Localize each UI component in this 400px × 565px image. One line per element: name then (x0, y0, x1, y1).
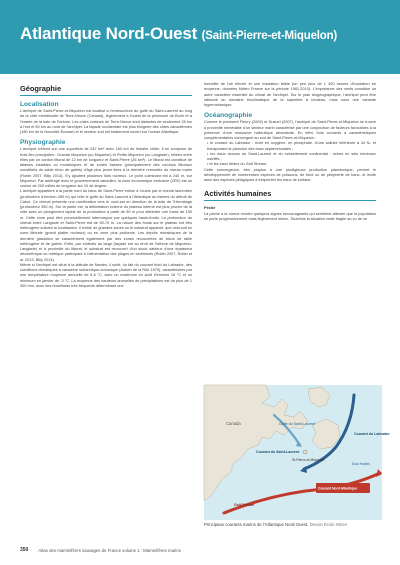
section-title-geographie: Géographie (20, 84, 192, 96)
subsection-title-physiographie: Physiographie (20, 139, 66, 147)
paragraph-climat-continued: humidité de l'air élevée et une insolation faible (un peu plus de 1 400 heures d'insolation en moyenne, données Météo France sur la période 1981-2010). L'importance des vents constitue un autre caractère essentiel du climat de l'archipel. Sur le plan biogéographique, l'archipel peut être rattaché au domaine bioclimatique de la sapinière à bouleau, mais sous une variante hyperocéanique. (204, 82, 376, 107)
caption-text: Principaux courants marins de l'Atlantique Nord-Ouest. (204, 522, 309, 527)
list-item: • et les eaux tièdes du Gulf Stream. (207, 162, 376, 167)
map-spm-island (303, 450, 307, 454)
subsection-title-localisation: Localisation (20, 101, 59, 108)
list-item: • les eaux douces du Saint-Laurent et du ruissellement continental : riches en sels minéraux nutritifs ; (207, 152, 376, 163)
title-banner (0, 0, 400, 74)
map-label-gulf: Golfe du Saint-Laurent (279, 422, 316, 426)
paragraph-oceanographie: Comme le précisent Fleury (2005) et Dusuel (2007), l'archipel de Saint-Pierre-et-Miquelon se trouve à proximité immédiate d'un secteur marin caractérisé par une conjonction de facteurs favorables à la présence d'une ressource halieutique abondante. En effet, trois courants à caractéristiques complémentaires convergent au sud de Saint-Pierre-et-Miquelon : (204, 120, 376, 140)
map-label-laurent-current: Courant du Saint-Laurent (256, 450, 300, 454)
title-main: Atlantique Nord-Ouest (20, 24, 198, 43)
list-item: • le courant du Labrador : riche en oxygène, en phosphate, d'une salinité inférieure à 34 ‰ et transportant le plancton des eaux septentrionales ; (207, 141, 376, 152)
paragraph-convergence: Cette convergence, très propice à une prodigieuse production planctonique, permet le développement de nombreuses espèces de poissons, de fond ou de périphérie de banc, et incite ainsi des espèces pélagiques à fréquenter les eaux de surface. (204, 167, 376, 182)
currents-map (204, 385, 390, 520)
subsection-title-oceanographie: Océanographie (204, 112, 253, 120)
section-title-activites: Activités humaines (204, 189, 376, 201)
title-subtitle: (Saint-Pierre-et-Miquelon) (201, 30, 338, 42)
page-footer (20, 545, 382, 555)
page-title (20, 24, 337, 44)
paragraph-physiographie-3: Même si l'archipel est situé à la latitude de Nantes, il subit, du fait du courant froid du Labrador, des conditions climatiques à caractère subarctique-océanique (Aubert de la Rüe 1970), caractérisées par une température moyenne annuelle de 5-6 °C, avec un maximum en août d'environ 16 °C et un minimum en janvier de -3 °C. La moyenne des hauteurs annuelles de précipitations est de plus de 1 300 mm, avec des brouillards très fréquents déterminant une (20, 262, 192, 288)
currents-list (204, 141, 376, 167)
paragraph-localisation: L'archipel de Saint-Pierre-et-Miquelon est localisé à l'embouchure du golfe du Saint-Laurent au long de la côte méridionale de Terre-Neuve (Canada), légèrement à l'ouest de la péninsule de Burin et à l'entrée de la baie de Fortune. Les côtes voisines de Terre-Neuve sont distantes de seulement 25 km à l'est et 50 km au nord de l'archipel. La façade occidentale est plus éloignée des côtes canadiennes (180 km de la Nouvelle-Écosse) et le secteur sud est totalement ouvert sur l'océan Atlantique. (20, 109, 192, 134)
paragraph-physiographie-2: L'archipel appartient à la partie nord du banc de Saint-Pierre enfoui à l'ouest par le chenal laurentien (profondeur d'environ 450 m) qui relie le golfe du Saint-Laurent à l'Atlantique au travers du détroit de Cabot. Ce chenal présente une ramification vers le nord-est en direction de la baie de l'Hermitage (profondeur 350 m). Sur la partie est, la délimitation externe du plateau interne est plus proche de la côte avec un plongement rapide de la profondeur à partir de 50 m pour atteindre une fosse de 150 m. Cette zone peut être ponctuellement interrompue par quelques hauts-fonds. La profondeur du chenal entre Langlade et Saint-Pierre est de 50-70 m. La nature des fonds sur le plateau est très hétérogène suivant la localisation. Il existe de grandes zones où le substrat apparaît, que cela soit en zone littorale (grand platier rocheux) ou en zone plus profonde. Les dépôts morainiques de la dernière glaciation se caractérisent également par des zones recouvertes de blocs de taille hétérogène et de galets. Enfin, par endroits au large (façade est au droit de l'isthme de Miquelon-Langlade) et à proximité du littoral, le substrat est recouvert d'un stock sableux d'une épaisseur décimétrique ou métrique participant à l'alimentation des plages en sédiments (Robin 2007, Robin et al. 2013, Billy 2014). (20, 189, 193, 262)
figure-caption (204, 522, 384, 527)
map-label-labrador-current: Courant du Labrador (354, 432, 390, 436)
page-number: 350 (20, 547, 29, 553)
right-column (204, 82, 376, 222)
map-label-canada: Canada (226, 421, 241, 426)
map-label-cold-water: Eaux froides (352, 462, 370, 466)
paragraph-physiographie-1: L'archipel s'étend sur une superficie de 242 km² avec 160 km de linéaire côtier. Il se compose de trois îles principales : Grande-Miquelon (ou Miquelon) et Petite-Miquelon (ou Langlade), reliées entre elles par un cordon littoral de 12 km de longueur et Saint-Pierre (26 km²). Le littoral est constitué de falaises instables ou morainiques et de zones basses (principalement des cordons littoraux constitués de sable et/ou de galets) d'âge plus jeune liées à la dernière remontée du niveau marin (Robin 2007, Billy 2014). S'y ajoutent plusieurs îlots rocheux. Le point culminant est à 240 m, sur Miquelon. Par arbitrage avec le gouvernement canadien, la zone économique exclusive (ZEE) est un couloir de 200 milles de longueur sur 10 de largeur. (20, 147, 192, 188)
caption-source: Dessin Ecole Nines (309, 522, 347, 527)
paragraph-peche: La pêche à la morue montre quelques signes encourageants qui semblent attester que la population se porte progressivement mais légèrement mieux. Toutefois la situation reste fragile au vu de ce (204, 211, 376, 221)
map-label-atlantic-current: Courant Nord Atlantique (318, 486, 358, 491)
currents-map-svg (204, 385, 390, 520)
map-label-spm: St-Pierre-et-Miquelon (292, 458, 325, 462)
left-column (20, 82, 192, 289)
map-label-gulf-stream: Gulf Stream (234, 503, 255, 507)
subsection-title-peche: Pêche (204, 206, 216, 211)
footer-text: Atlas des mammifères sauvages de France volume 1 : Mammifères marins (38, 547, 181, 553)
